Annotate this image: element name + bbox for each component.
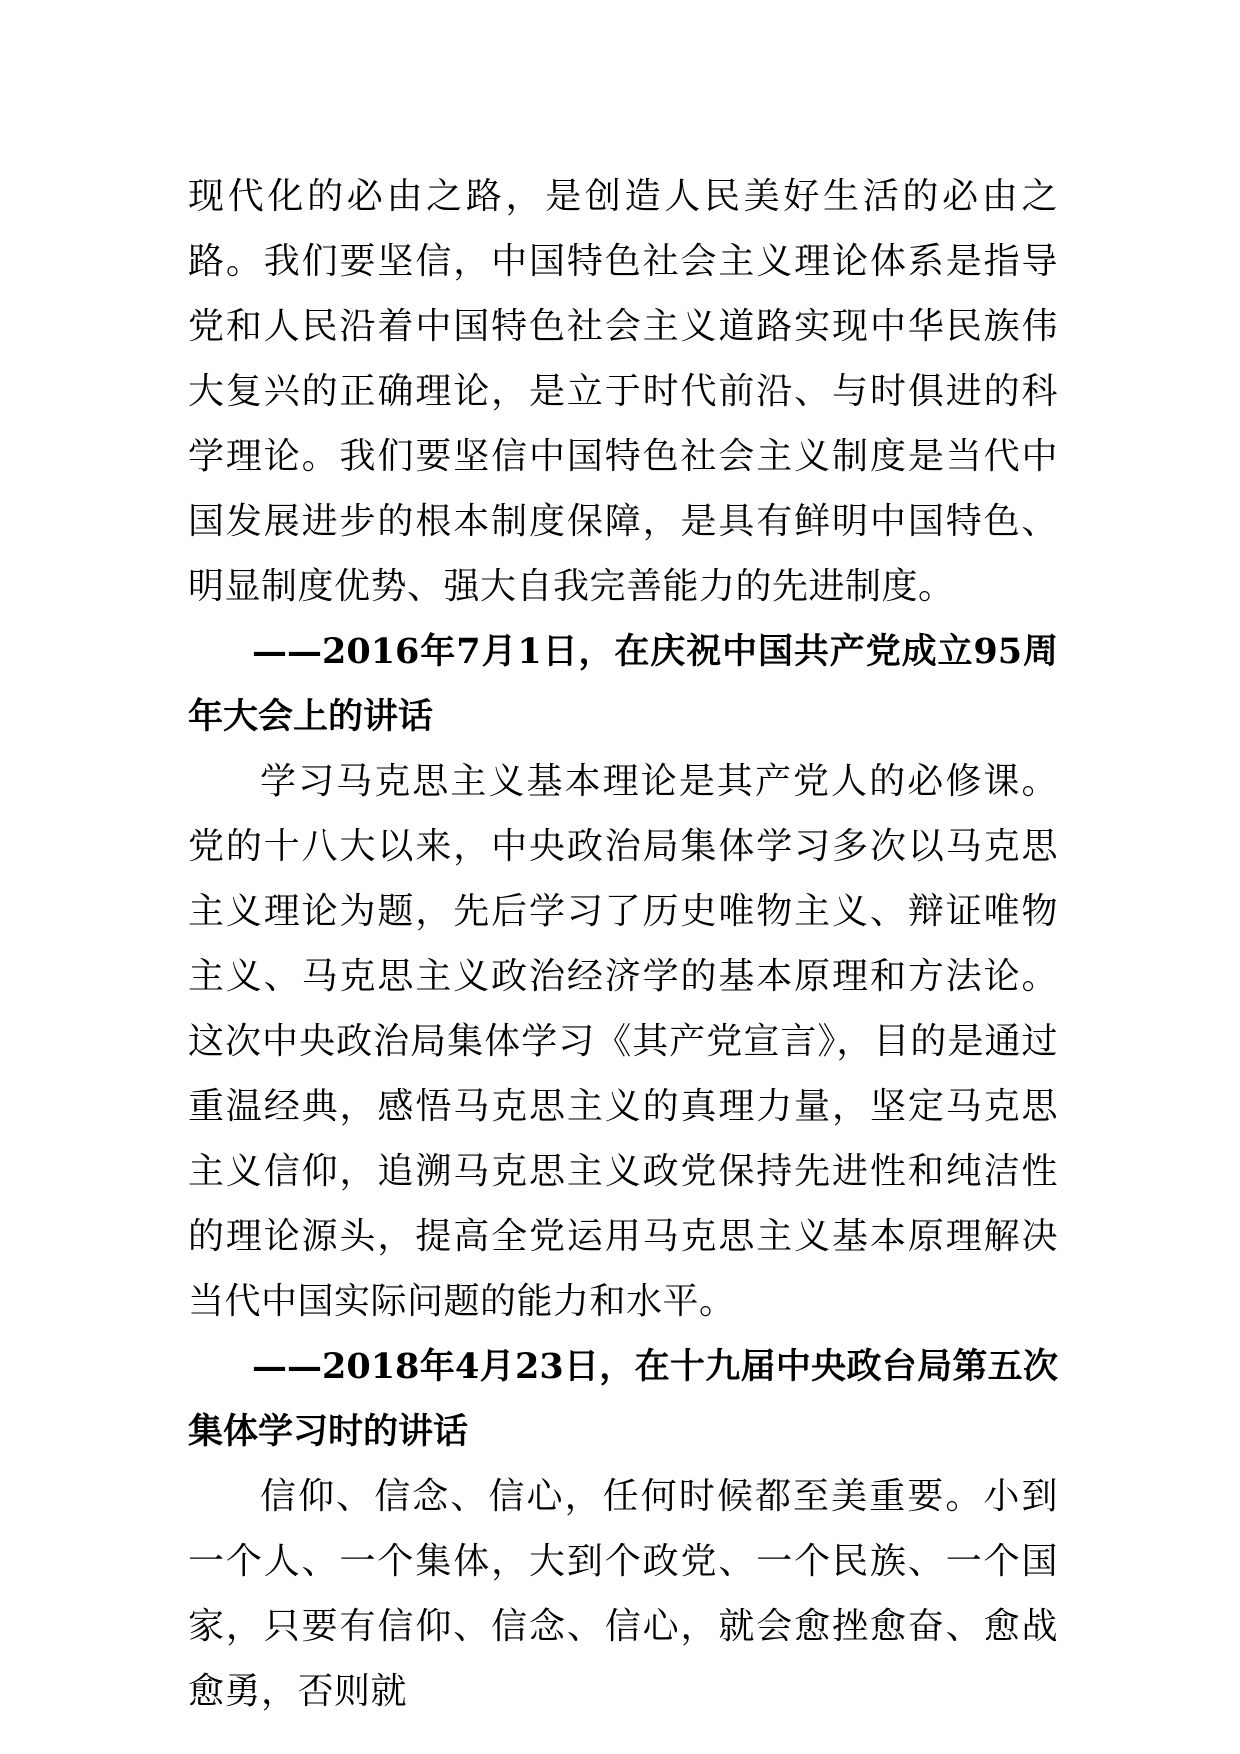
speech-source-2: ——2018年4月23日，在十九届中央政台局第五次集体学习时的讲话 [188, 1346, 1058, 1452]
body-paragraph-3: 信仰、信念、信心，任何时候都至美重要。小到一个人、一个集体，大到个政党、一个民族、一个国家，只要有信仰、信念、信心，就会愈挫愈奋、愈战愈勇，否则就 [188, 1476, 1058, 1712]
speech-source-1: ——2016年7月1日，在庆祝中国共产党成立95周年大会上的讲话 [188, 631, 1058, 737]
document-body [188, 164, 1058, 1724]
body-paragraph-2: 学习马克思主义基本理论是其产党人的必修课。党的十八大以来，中央政治局集体学习多次以马克思主义理论为题，先后学习了历史唯物主义、辩证唯物主义、马克思主义政治经济学的基本原理和方法论。这次中央政治局集体学习《其产党宣言》，目的是通过重温经典，感悟马克思主义的真理力量，坚定马克思主义信仰，追溯马克思主义政党保持先进性和纯洁性的理论源头，提高全党运用马克思主义基本原理解决当代中国实际问题的能力和水平。 [188, 761, 1058, 1322]
body-paragraph-1: 现代化的必由之路，是创造人民美好生活的必由之路。我们要坚信，中国特色社会主义理论体系是指导党和人民沿着中国特色社会主义道路实现中华民族伟大复兴的正确理论，是立于时代前沿、与时俱进的科学理论。我们要坚信中国特色社会主义制度是当代中国发展进步的根本制度保障，是具有鲜明中国特色、明显制度优势、强大自我完善能力的先进制度。 [188, 176, 1058, 607]
